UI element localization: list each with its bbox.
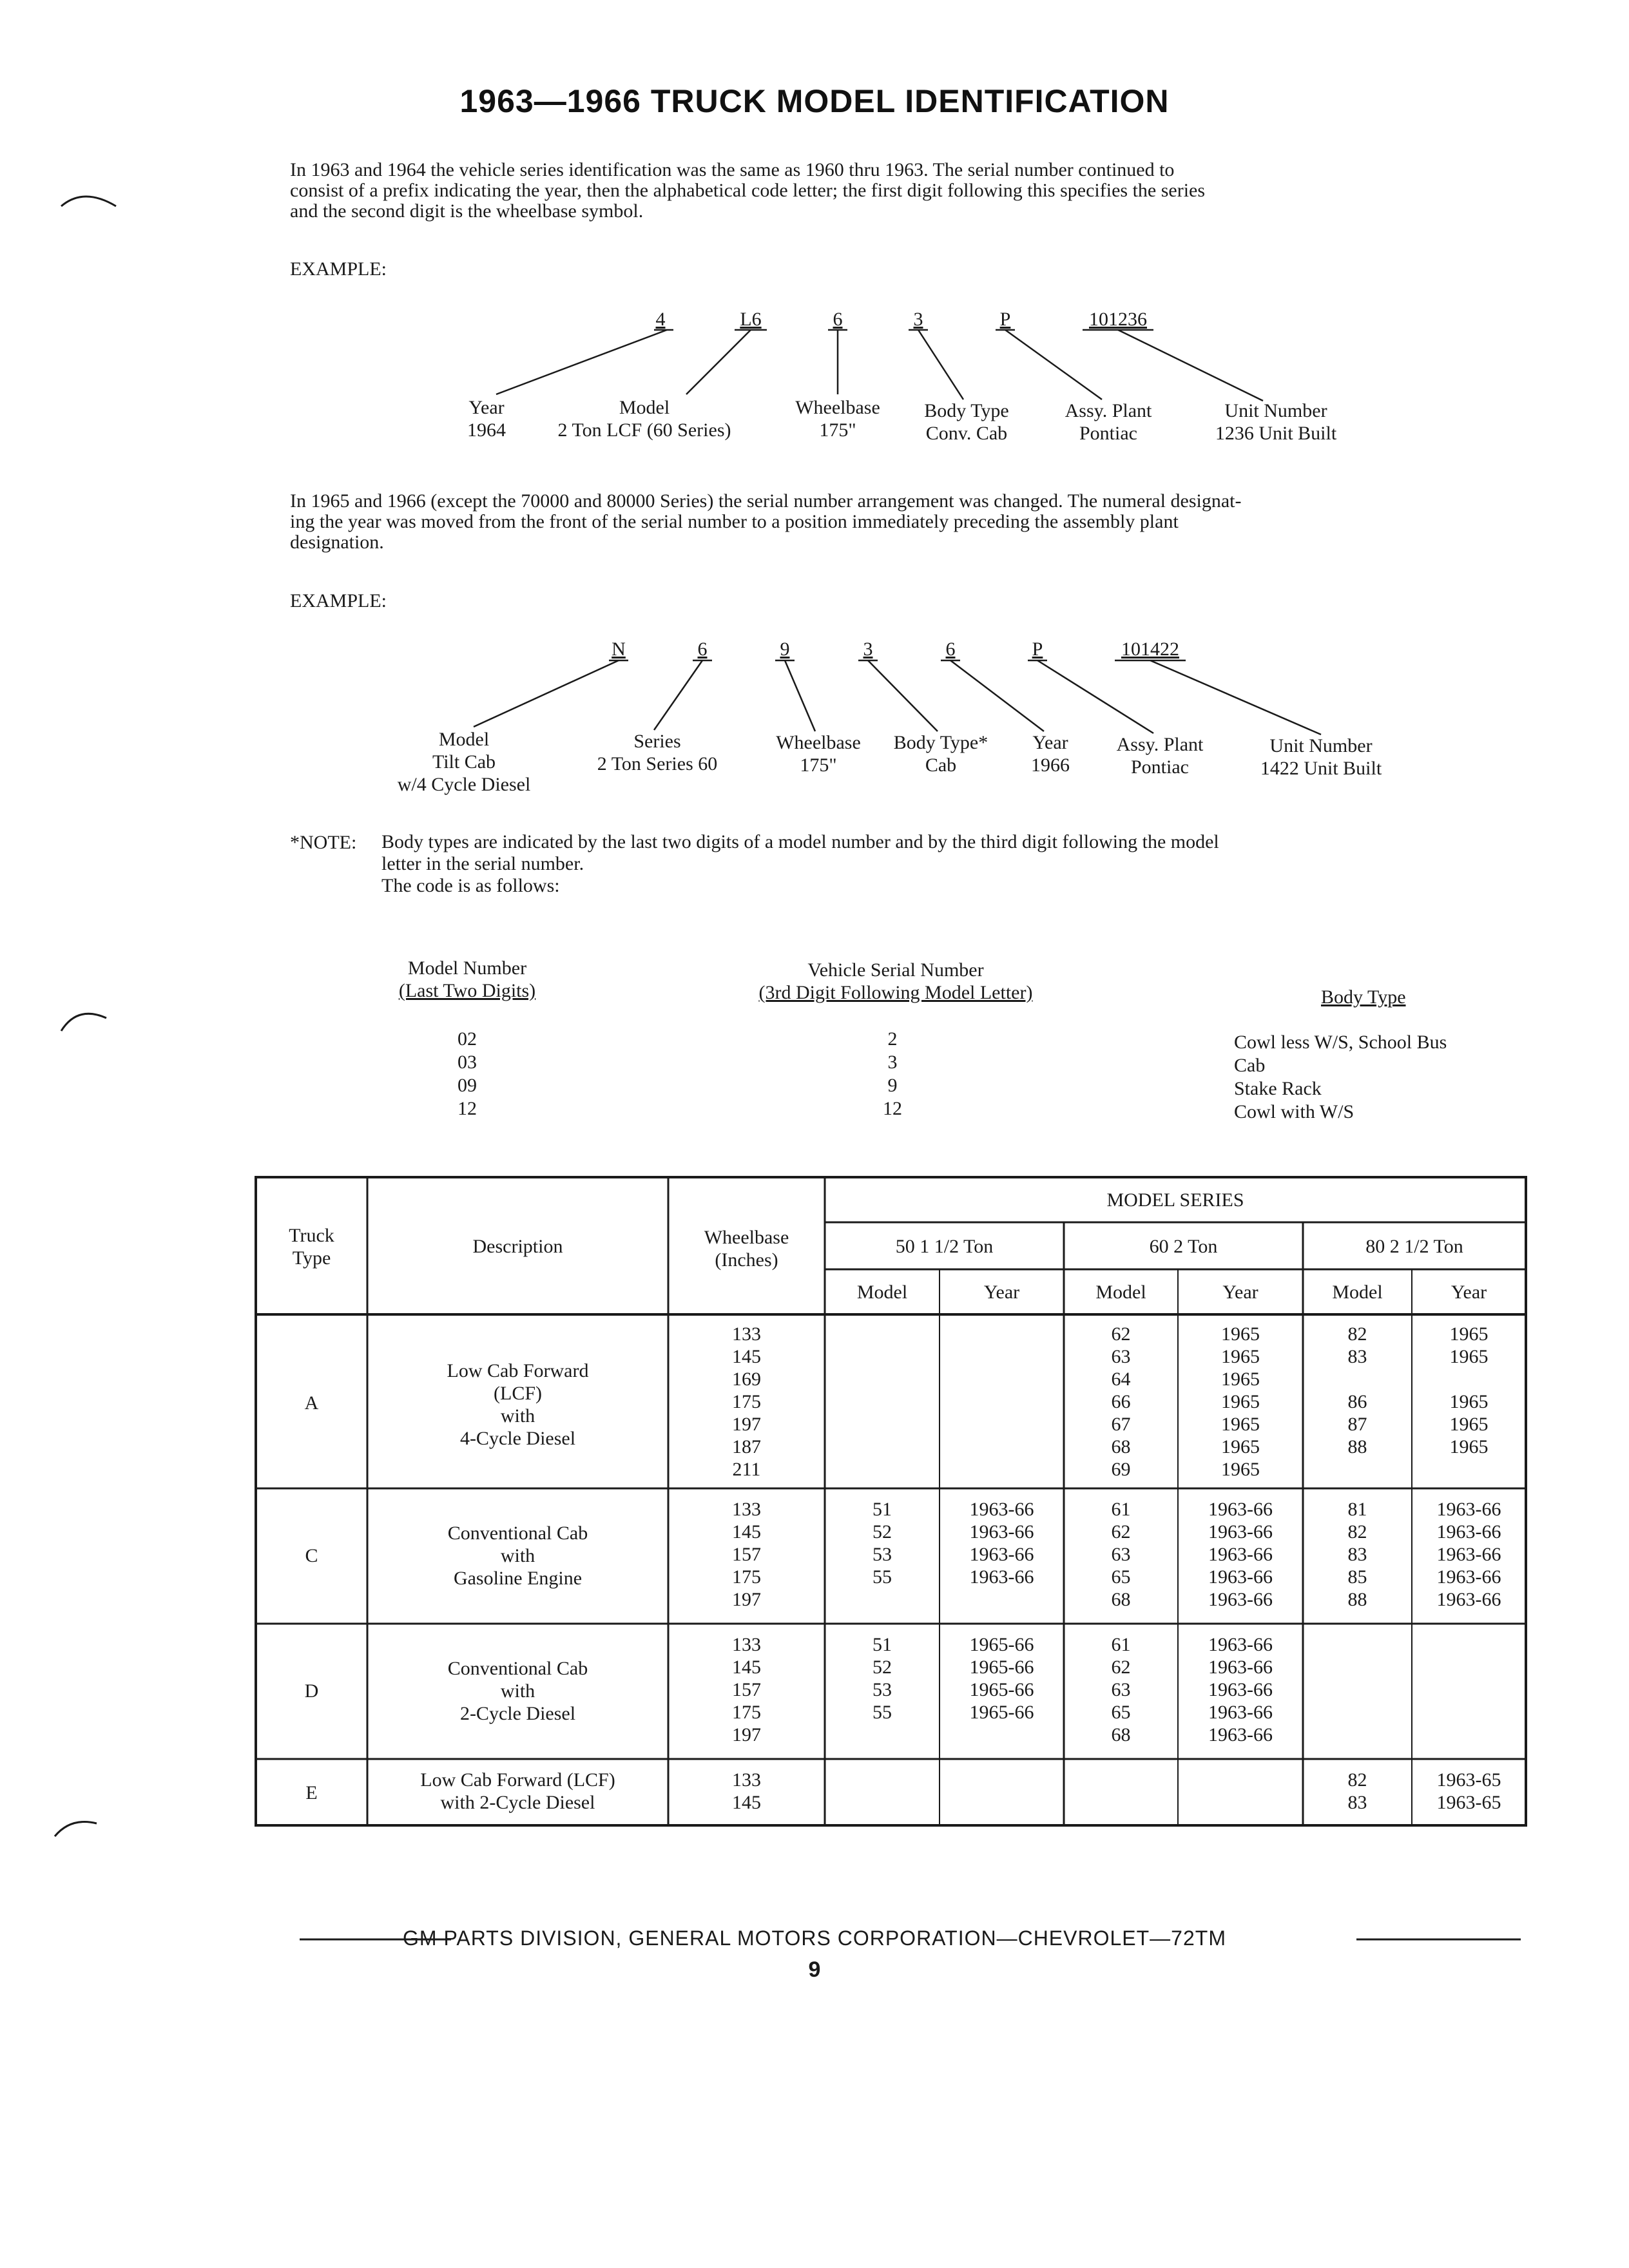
label-detail: 1236 Unit Built [1215,423,1337,444]
header-year: Year [1222,1282,1258,1303]
header-line: Wheelbase [704,1227,789,1248]
model-80-cell: 83 [1347,1792,1367,1813]
label-title: Model [438,729,490,750]
wheelbase-cell: 175 [732,1702,761,1723]
note-line: Body types are indicated by the last two digits of a model number and by the third digit following the model [381,831,1219,852]
header-line: Model Number [407,957,527,979]
code-cell: 9 [887,1075,898,1096]
model-80-cell: 88 [1347,1589,1367,1610]
code-cell: 12 [458,1098,477,1119]
footer-text: GM PARTS DIVISION, GENERAL MOTORS CORPORATION—CHEVROLET—72TM [403,1927,1226,1950]
leader-line [785,660,815,731]
model-60-cell: 62 [1111,1657,1131,1678]
wheelbase-cell: 145 [732,1346,761,1367]
header-model: Model [1095,1282,1146,1303]
wheelbase-cell: 133 [732,1634,761,1655]
description-line: with [500,1405,535,1427]
leader-line [1005,330,1102,399]
leader-line [474,660,619,727]
example-label: EXAMPLE: [290,590,387,611]
page-title: 1963—1966 TRUCK MODEL IDENTIFICATION [459,83,1170,119]
page-number: 9 [808,1957,821,1982]
year-60-cell: 1965 [1221,1459,1260,1480]
wheelbase-cell: 169 [732,1369,761,1390]
header-year: Year [983,1282,1020,1303]
code-year: 6 [945,639,956,660]
model-60-cell: 68 [1111,1436,1131,1457]
header-line: (3rd Digit Following Model Letter) [758,982,1033,1003]
header-series-60: 60 2 Ton [1149,1236,1218,1257]
mid-line: designation. [290,532,384,553]
wheelbase-cell: 145 [732,1792,761,1813]
wheelbase-cell: 133 [732,1323,761,1345]
header-line: (Inches) [715,1249,778,1271]
year-50-cell: 1963-66 [969,1566,1034,1588]
code-body-type: 3 [913,309,923,330]
description-cell [367,1657,668,1725]
note-line: letter in the serial number. [381,853,584,874]
label-title: Body Type [924,400,1009,421]
truck-type-cell: C [305,1545,318,1566]
description-line: Conventional Cab [447,1658,588,1679]
model-80-cell: 88 [1347,1436,1367,1457]
year-50-cell: 1965-66 [969,1657,1034,1678]
leader-line [950,660,1044,731]
label-detail: Pontiac [1131,756,1189,778]
margin-mark [61,197,116,206]
model-60-cell: 65 [1111,1566,1131,1588]
year-80-cell: 1965 [1449,1436,1489,1457]
truck-type-cell: D [304,1680,319,1702]
description-line: with 2-Cycle Diesel [440,1792,595,1813]
code-cell: Cab [1234,1055,1266,1076]
year-80-cell: 1965 [1449,1323,1489,1345]
wheelbase-cell: 133 [732,1769,761,1791]
wheelbase-cell: 197 [732,1724,761,1745]
wheelbase-cell: 157 [732,1544,761,1565]
wheelbase-cell: 187 [732,1436,761,1457]
description-cell [367,1360,668,1450]
model-60-cell: 63 [1111,1346,1131,1367]
code-col-model-values [438,1028,496,1120]
code-col-model-header [374,957,561,1002]
code-wheelbase: 6 [833,309,843,330]
model-50-cell: 52 [872,1657,892,1678]
code-col-body-header: Body Type [1321,986,1406,1008]
year-50-cell: 1963-66 [969,1544,1034,1565]
code-unit-number: 101422 [1121,639,1179,660]
year-60-cell: 1963-66 [1208,1702,1273,1723]
code-assy-plant: P [1032,639,1043,660]
model-50-cell: 52 [872,1521,892,1542]
description-line: with [500,1680,535,1702]
description-line: 4-Cycle Diesel [459,1428,576,1449]
year-60-cell: 1963-66 [1208,1589,1273,1610]
model-50-cell: 51 [872,1499,892,1520]
code-wheelbase: 9 [780,639,790,660]
wheelbase-cell: 157 [732,1679,761,1700]
intro-line: consist of a prefix indicating the year, then the alphabetical code letter; the first digit following this specifies the series [290,180,1206,201]
label-detail: 2 Ton Series 60 [597,753,718,774]
margin-mark [61,1014,106,1031]
model-80-cell: 85 [1347,1566,1367,1588]
year-80-cell: 1963-65 [1436,1769,1501,1791]
truck-type-cell: A [304,1392,319,1414]
header-model-series: MODEL SERIES [1106,1189,1244,1211]
wheelbase-cell: 133 [732,1499,761,1520]
header-line: Type [292,1247,331,1269]
model-60-cell: 69 [1111,1459,1131,1480]
label-detail: 2 Ton LCF (60 Series) [557,419,731,441]
year-80-cell: 1965 [1449,1346,1489,1367]
model-50-cell: 53 [872,1679,892,1700]
year-60-cell: 1963-66 [1208,1499,1273,1520]
wheelbase-cell: 197 [732,1414,761,1435]
label-title: Series [633,731,681,752]
model-80-cell: 82 [1347,1521,1367,1542]
mid-line: In 1965 and 1966 (except the 70000 and 80000 Series) the serial number arrangement was changed. The numeral designat- [290,490,1242,512]
code-cell: 02 [458,1028,477,1050]
wheelbase-cell: 175 [732,1391,761,1412]
model-50-cell: 53 [872,1544,892,1565]
label-detail: 175" [800,754,837,776]
model-80-cell: 83 [1347,1544,1367,1565]
year-60-cell: 1963-66 [1208,1521,1273,1542]
label-detail: 1422 Unit Built [1260,758,1382,779]
model-60-cell: 66 [1111,1391,1131,1412]
code-col-serial-header [715,959,1076,1004]
code-col-serial-values [867,1028,918,1120]
model-50-cell: 55 [872,1702,892,1723]
model-60-cell: 61 [1111,1634,1131,1655]
label-title: Assy. Plant [1116,734,1204,755]
header-truck-type [256,1224,367,1269]
code-cell: 09 [458,1075,477,1096]
code-year: 4 [655,309,666,330]
description-line: Gasoline Engine [453,1568,583,1589]
year-60-cell: 1963-66 [1208,1657,1273,1678]
leader-line [918,330,963,399]
label-title: Model [619,397,670,418]
model-60-cell: 63 [1111,1544,1131,1565]
label-detail: Conv. Cab [925,423,1008,444]
description-line: 2-Cycle Diesel [459,1703,576,1724]
description-line: Conventional Cab [447,1523,588,1544]
label-detail: 1966 [1031,754,1070,776]
label-title: Wheelbase [776,732,861,753]
leader-line [654,660,702,730]
code-col-body-values [1234,1031,1447,1124]
header-line: Vehicle Serial Number [807,959,984,981]
leader-line [1118,330,1263,401]
year-80-cell: 1963-66 [1436,1589,1501,1610]
label-detail: 1964 [467,419,506,441]
year-50-cell: 1965-66 [969,1679,1034,1700]
code-body-type: 3 [863,639,873,660]
code-cell: Cowl less W/S, School Bus [1234,1032,1447,1053]
note-line: The code is as follows: [381,875,560,896]
mid-line: ing the year was moved from the front of the serial number to a position immediately preceding the assembly plant [290,511,1179,532]
model-60-cell: 67 [1111,1414,1131,1435]
model-80-cell: 87 [1347,1414,1367,1435]
example-label: EXAMPLE: [290,258,387,280]
model-80-cell: 81 [1347,1499,1367,1520]
code-cell: Cowl with W/S [1234,1101,1354,1122]
model-series-table [255,1176,1527,1827]
header-model: Model [856,1282,908,1303]
model-60-cell: 61 [1111,1499,1131,1520]
label-title: Year [1032,732,1068,753]
year-60-cell: 1963-66 [1208,1679,1273,1700]
year-60-cell: 1965 [1221,1414,1260,1435]
description-line: with [500,1545,535,1566]
model-60-cell: 68 [1111,1724,1131,1745]
description-cell [367,1769,668,1814]
year-60-cell: 1965 [1221,1391,1260,1412]
label-detail: Cab [925,754,957,776]
model-60-cell: 64 [1111,1369,1131,1390]
label-title: Unit Number [1224,400,1327,421]
label-detail: 175" [819,419,856,441]
year-80-cell: 1963-65 [1436,1792,1501,1813]
model-80-cell: 82 [1347,1323,1367,1345]
code-unit-number: 101236 [1089,309,1147,330]
header-series-50: 50 1 1/2 Ton [895,1236,994,1257]
year-60-cell: 1963-66 [1208,1634,1273,1655]
model-80-cell: 86 [1347,1391,1367,1412]
year-80-cell: 1965 [1449,1414,1489,1435]
year-60-cell: 1963-66 [1208,1566,1273,1588]
code-cell: 2 [887,1028,898,1050]
wheelbase-cell: 175 [732,1566,761,1588]
wheelbase-cell: 197 [732,1589,761,1610]
year-60-cell: 1965 [1221,1346,1260,1367]
code-series: 6 [697,639,708,660]
note-label: *NOTE: [290,832,357,853]
label-title: Assy. Plant [1065,400,1152,421]
leader-line [1037,660,1153,733]
label-detail: w/4 Cycle Diesel [397,774,531,795]
label-detail: Pontiac [1079,423,1137,444]
year-80-cell: 1963-66 [1436,1499,1501,1520]
model-60-cell: 68 [1111,1589,1131,1610]
year-80-cell: 1965 [1449,1391,1489,1412]
wheelbase-cell: 145 [732,1657,761,1678]
code-model: N [612,639,626,660]
intro-line: In 1963 and 1964 the vehicle series identification was the same as 1960 thru 1963. The serial number continued to [290,159,1175,180]
code-cell: 12 [883,1098,902,1119]
model-60-cell: 65 [1111,1702,1131,1723]
intro-line: and the second digit is the wheelbase symbol. [290,200,644,222]
year-60-cell: 1963-66 [1208,1724,1273,1745]
truck-type-cell: E [305,1782,318,1803]
code-cell: 3 [887,1052,898,1073]
model-50-cell: 55 [872,1566,892,1588]
header-year: Year [1451,1282,1487,1303]
margin-mark [55,1822,97,1837]
wheelbase-cell: 145 [732,1521,761,1542]
model-60-cell: 62 [1111,1521,1131,1542]
code-cell: 03 [458,1052,477,1073]
model-50-cell: 51 [872,1634,892,1655]
header-series-80: 80 2 1/2 Ton [1365,1236,1463,1257]
note-text [381,831,1219,897]
header-model: Model [1332,1282,1383,1303]
model-60-cell: 63 [1111,1679,1131,1700]
year-60-cell: 1963-66 [1208,1544,1273,1565]
leader-line [686,330,751,394]
label-title: Wheelbase [795,397,880,418]
year-50-cell: 1963-66 [969,1499,1034,1520]
model-80-cell: 83 [1347,1346,1367,1367]
label-detail: Tilt Cab [432,751,496,773]
header-line: (Last Two Digits) [398,980,536,1001]
description-cell [367,1522,668,1590]
header-description: Description [472,1236,563,1257]
wheelbase-cell: 211 [732,1459,761,1480]
description-line: (LCF) [494,1383,542,1404]
leader-line [1150,660,1321,735]
year-80-cell: 1963-66 [1436,1544,1501,1565]
year-80-cell: 1963-66 [1436,1521,1501,1542]
model-80-cell: 82 [1347,1769,1367,1791]
description-line: Low Cab Forward [447,1360,589,1381]
header-line: Truck [289,1225,334,1246]
year-60-cell: 1965 [1221,1436,1260,1457]
year-50-cell: 1963-66 [969,1521,1034,1542]
model-60-cell: 62 [1111,1323,1131,1345]
code-cell: Stake Rack [1234,1078,1322,1099]
label-title: Body Type* [893,732,988,753]
leader-line [868,660,938,731]
year-60-cell: 1965 [1221,1369,1260,1390]
year-80-cell: 1963-66 [1436,1566,1501,1588]
year-60-cell: 1965 [1221,1323,1260,1345]
code-assy-plant: P [999,309,1011,330]
label-title: Year [468,397,505,418]
year-50-cell: 1965-66 [969,1702,1034,1723]
leader-line [496,330,667,394]
header-wheelbase [668,1226,825,1271]
year-50-cell: 1965-66 [969,1634,1034,1655]
label-title: Unit Number [1269,735,1373,756]
description-line: Low Cab Forward (LCF) [420,1769,615,1791]
code-model: L6 [740,309,762,330]
